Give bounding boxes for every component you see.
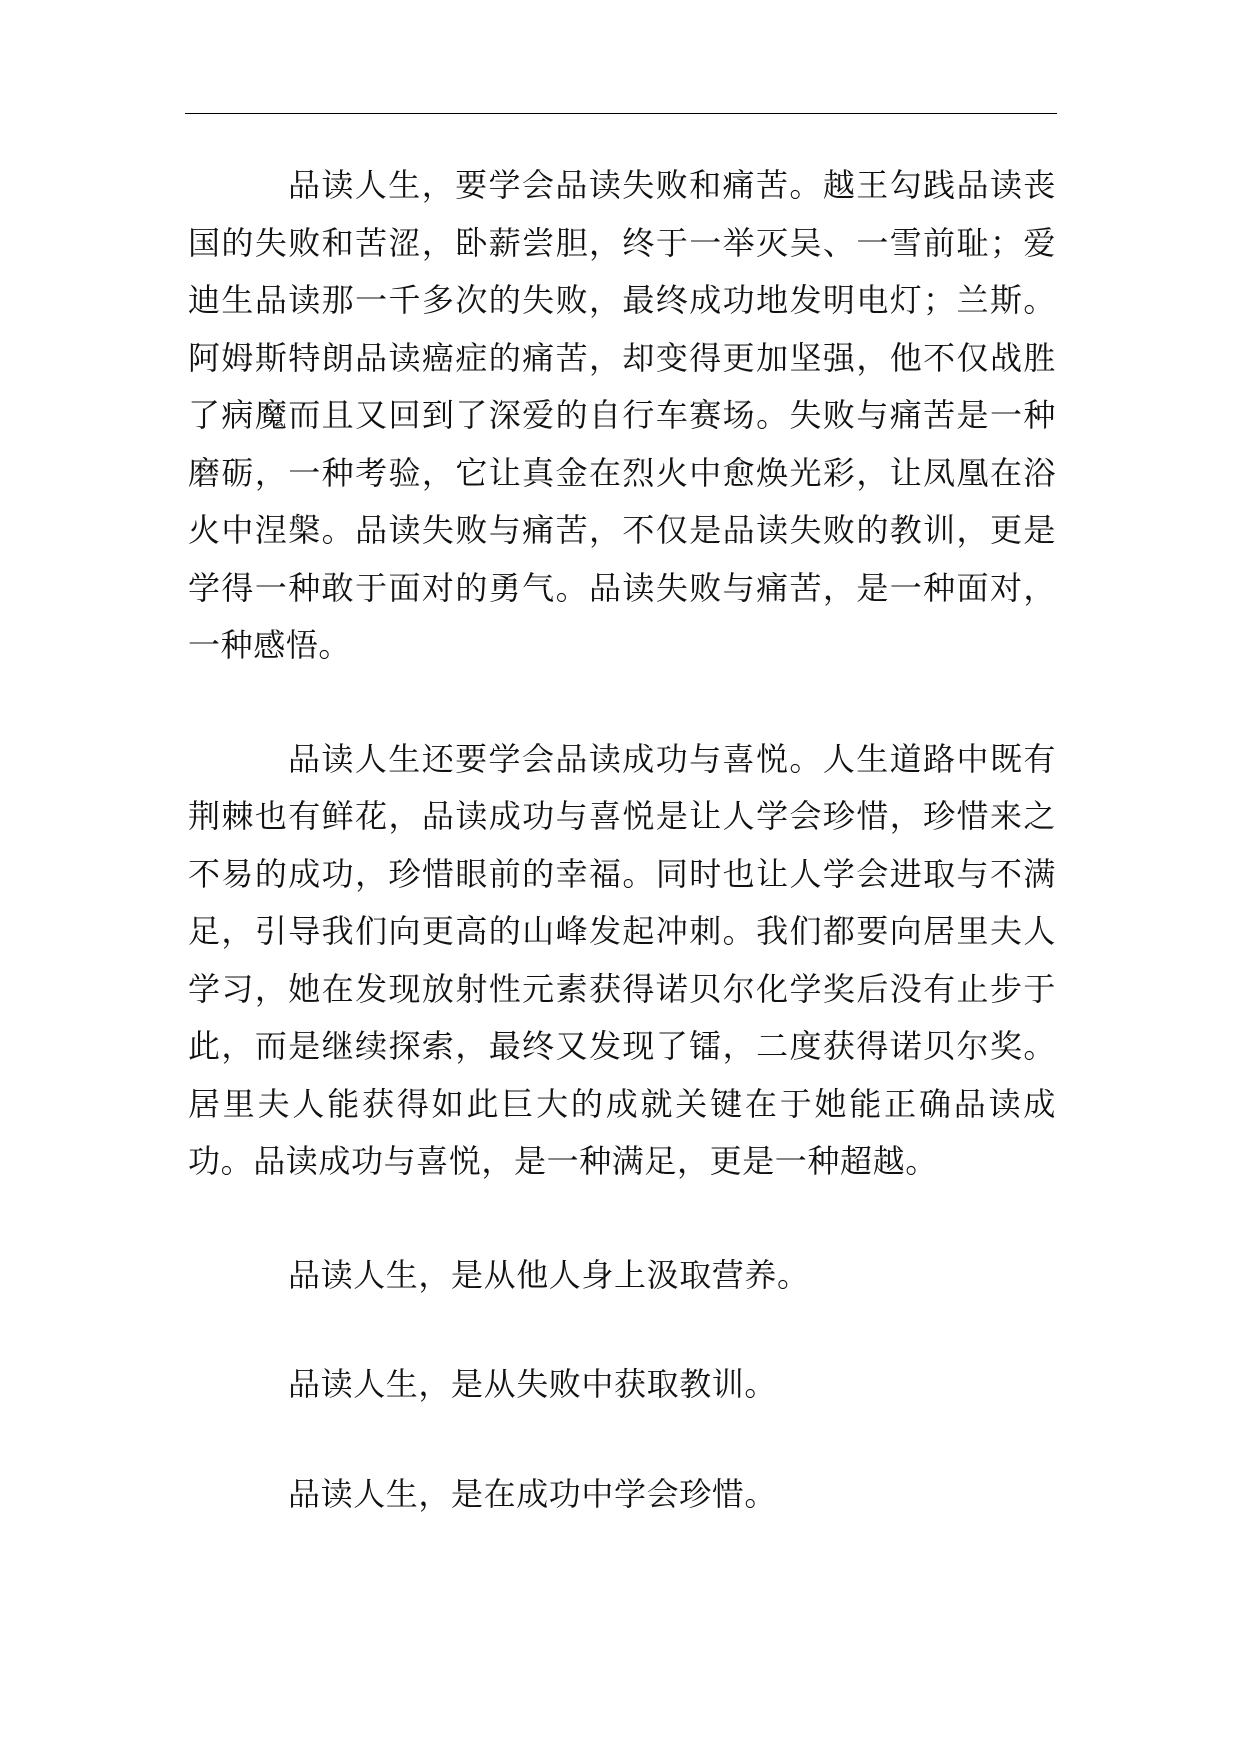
paragraph-spacer (188, 1304, 1056, 1356)
paragraph-spacer (188, 675, 1056, 731)
paragraph-cherish-success: 品读人生，是在成功中学会珍惜。 (288, 1474, 778, 1513)
header-rule (185, 113, 1057, 114)
document-body (188, 157, 1056, 1523)
paragraph-learn-from-others: 品读人生，是从他人身上汲取营养。 (288, 1255, 810, 1294)
paragraph-success-and-joy: 品读人生还要学会品读成功与喜悦。人生道路中既有荆棘也有鲜花，品读成功与喜悦是让人学会珍惜，珍惜来之不易的成功，珍惜眼前的幸福。同时也让人学会进取与不满足，引导我们向更高的山峰发起冲刺。我们都要向居里夫人学习，她在发现放射性元素获得诺贝尔化学奖后没有止步于此，而是继续探索，最终又发现了镭，二度获得诺贝尔奖。居里夫人能获得如此巨大的成就关键在于她能正确品读成功。品读成功与喜悦，是一种满足，更是一种超越。 (188, 739, 1056, 1180)
paragraph-spacer (188, 1191, 1056, 1247)
paragraph-failure-and-pain: 品读人生，要学会品读失败和痛苦。越王勾践品读丧国的失败和苦涩，卧薪尝胆，终于一举灭吴、一雪前耻；爱迪生品读那一千多次的失败，最终成功地发明电灯；兰斯。阿姆斯特朗品读癌症的痛苦，却变得更加坚强，他不仅战胜了病魔而且又回到了深爱的自行车赛场。失败与痛苦是一种磨砺，一种考验，它让真金在烈火中愈焕光彩，让凤凰在浴火中涅槃。品读失败与痛苦，不仅是品读失败的教训，更是学得一种敢于面对的勇气。品读失败与痛苦，是一种面对，一种感悟。 (188, 166, 1056, 664)
paragraph-spacer (188, 1414, 1056, 1466)
paragraph-learn-from-failure: 品读人生，是从失败中获取教训。 (288, 1365, 778, 1403)
